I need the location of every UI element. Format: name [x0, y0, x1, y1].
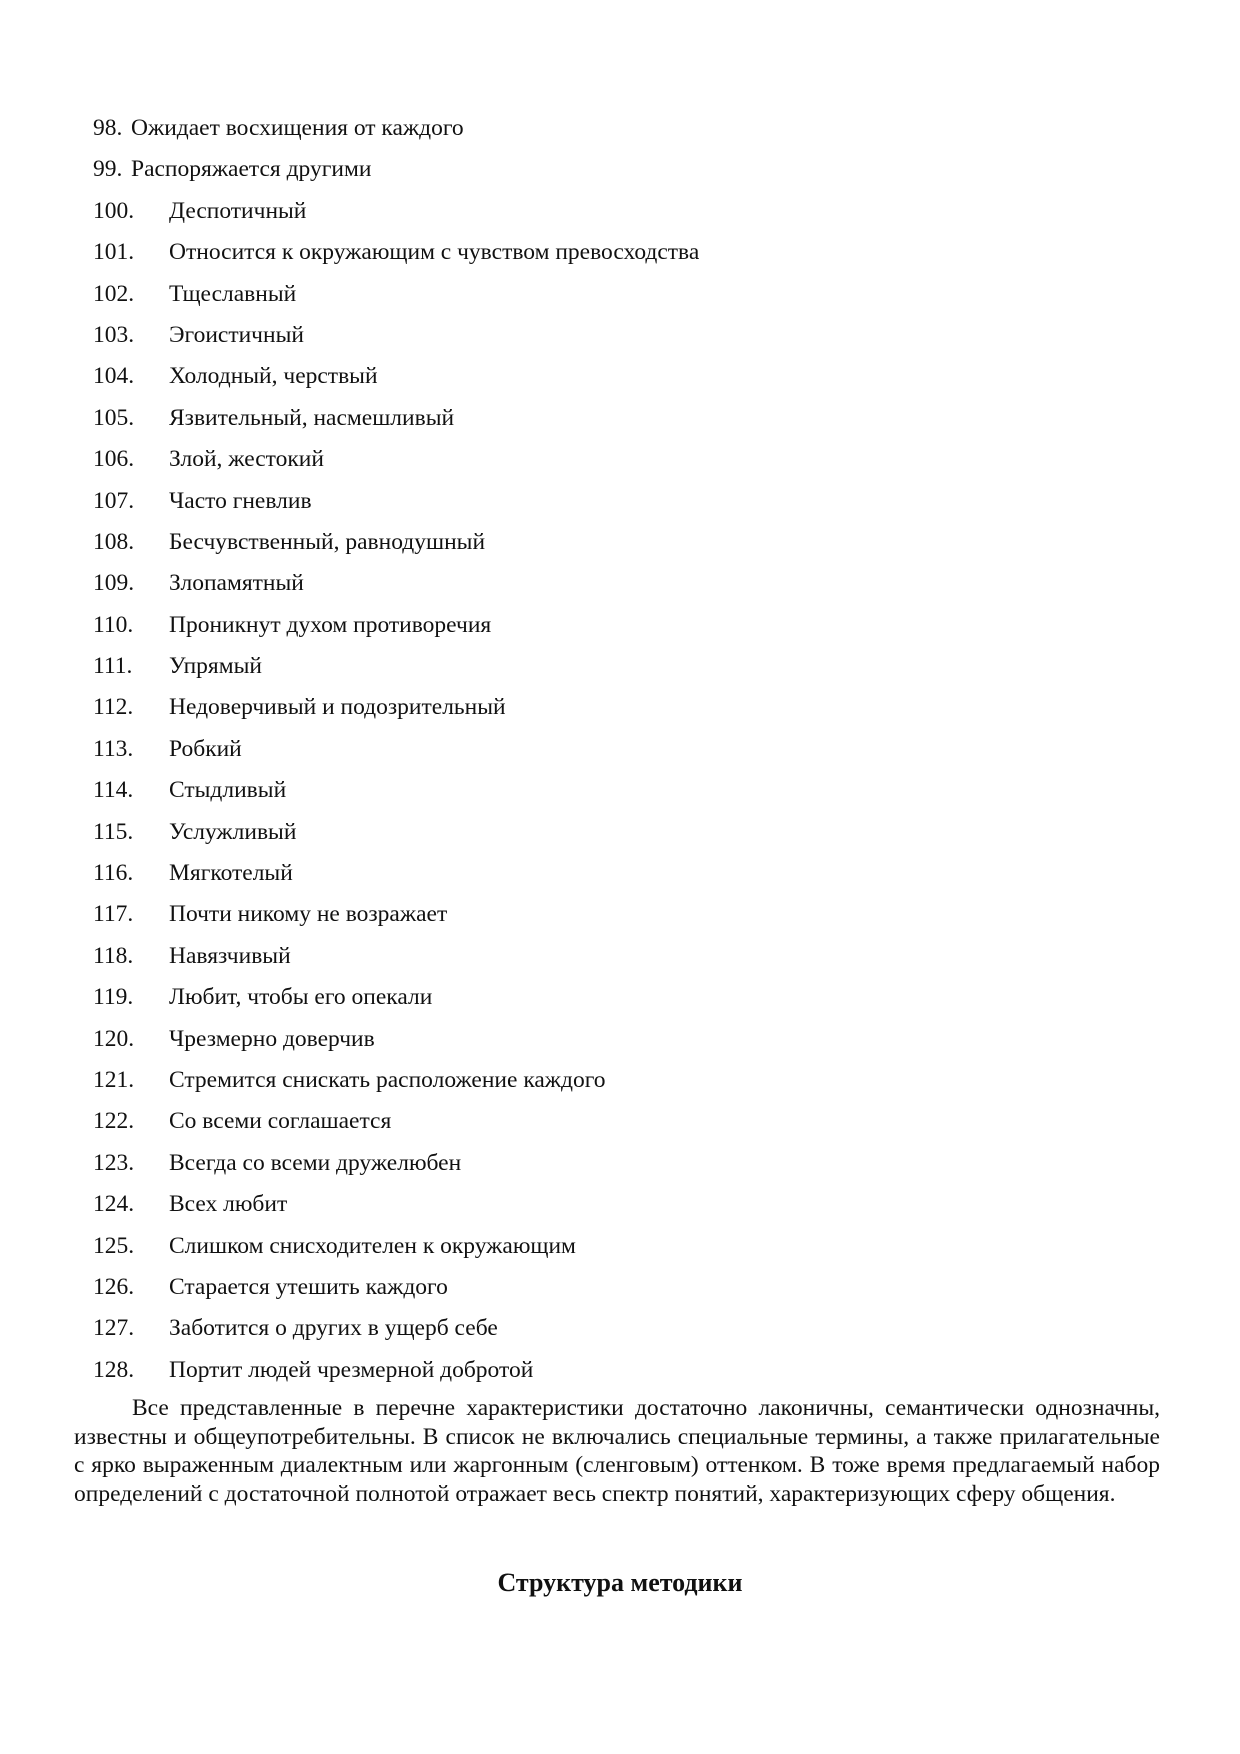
item-number: 106. — [93, 446, 135, 473]
list-item — [93, 1308, 1173, 1349]
item-number: 121. — [93, 1066, 135, 1093]
item-number: 113. — [93, 735, 134, 762]
item-text: Стремится снискать расположение каждого — [169, 1066, 606, 1093]
item-number: 105. — [93, 404, 135, 431]
item-number: 128. — [93, 1356, 135, 1383]
list-item — [93, 770, 1173, 811]
item-text: Ожидает восхищения от каждого — [131, 115, 464, 141]
item-text: Недоверчивый и подозрительный — [169, 694, 506, 721]
item-text: Портит людей чрезмерной добротой — [169, 1356, 534, 1383]
item-text: Робкий — [169, 735, 242, 762]
item-text: Распоряжается другими — [131, 156, 372, 183]
item-number: 116. — [93, 860, 134, 887]
item-text: Проникнут духом противоречия — [169, 611, 492, 638]
item-number: 122. — [93, 1108, 135, 1135]
item-text: Часто гневлив — [169, 487, 312, 514]
item-number: 98. — [93, 115, 123, 141]
list-item — [93, 1226, 1173, 1267]
item-text: Злой, жестокий — [169, 446, 324, 473]
item-text: Старается утешить каждого — [169, 1273, 448, 1300]
list-item — [93, 729, 1173, 770]
list-item — [93, 812, 1173, 853]
item-number: 112. — [93, 694, 134, 721]
list-item — [93, 522, 1173, 563]
list-item — [93, 315, 1173, 356]
list-item — [93, 853, 1173, 894]
list-item — [93, 108, 1173, 149]
list-item — [93, 1060, 1173, 1101]
list-item — [93, 687, 1173, 728]
item-number: 123. — [93, 1149, 135, 1176]
item-text: Упрямый — [169, 653, 262, 680]
item-number: 99. — [93, 156, 123, 183]
item-text: Мягкотелый — [169, 860, 293, 887]
item-text: Язвительный, насмешливый — [169, 404, 455, 431]
list-item — [93, 1143, 1173, 1184]
section-heading: Структура методики — [497, 1568, 743, 1597]
item-number: 115. — [93, 818, 134, 845]
item-text: Почти никому не возражает — [169, 901, 448, 928]
list-item — [93, 1267, 1173, 1308]
item-number: 126. — [93, 1273, 135, 1300]
list-item — [93, 563, 1173, 604]
item-text: Слишком снисходителен к окружающим — [169, 1232, 576, 1259]
list-item — [93, 894, 1173, 935]
item-text: Со всеми соглашается — [169, 1108, 392, 1135]
item-number: 118. — [93, 942, 134, 969]
item-text: Чрезмерно доверчив — [169, 1025, 375, 1052]
body-paragraph: Все представленные в перечне характеристики достаточно лаконичны, семантически однозначны, известны и общеупотребительны. В список не включались специальные термины, а также прилагательные с ярко выраженным диалектным или жаргонным (сленговым) оттенком. В тоже время предлагаемый набор определений с достаточной полнотой отражает весь спектр понятий, характеризующих сферу общения. — [74, 1395, 1160, 1507]
item-number: 103. — [93, 321, 135, 348]
item-number: 117. — [93, 901, 134, 928]
item-number: 100. — [93, 197, 135, 224]
item-text: Заботится о других в ущерб себе — [169, 1315, 498, 1342]
item-number: 125. — [93, 1232, 135, 1259]
item-text: Услужливый — [169, 818, 297, 845]
list-item — [93, 1019, 1173, 1060]
item-text: Холодный, черствый — [169, 363, 378, 390]
item-text: Бесчувственный, равнодушный — [169, 528, 486, 555]
item-text: Навязчивый — [169, 942, 291, 969]
list-item — [93, 1350, 1173, 1391]
list-item — [93, 232, 1173, 273]
item-text: Тщеславный — [169, 280, 297, 307]
item-text: Деспотичный — [169, 197, 307, 224]
item-text: Всегда со всеми дружелюбен — [169, 1149, 462, 1176]
item-number: 127. — [93, 1315, 135, 1342]
item-number: 110. — [93, 611, 134, 638]
list-item — [93, 646, 1173, 687]
list-item — [93, 439, 1173, 480]
item-text: Злопамятный — [169, 570, 304, 597]
item-number: 124. — [93, 1191, 135, 1218]
item-number: 101. — [93, 239, 135, 266]
item-text: Любит, чтобы его опекали — [169, 984, 433, 1011]
list-item — [93, 1101, 1173, 1142]
item-number: 104. — [93, 363, 135, 390]
list-item — [93, 481, 1173, 522]
list-item — [93, 149, 1173, 190]
item-number: 108. — [93, 528, 135, 555]
item-number: 102. — [93, 280, 135, 307]
list-item — [93, 1184, 1173, 1225]
item-text: Всех любит — [169, 1191, 288, 1218]
list-item — [93, 605, 1173, 646]
item-number: 120. — [93, 1025, 135, 1052]
list-item — [93, 274, 1173, 315]
item-number: 119. — [93, 984, 134, 1011]
trait-list — [93, 108, 1173, 1391]
item-number: 107. — [93, 487, 135, 514]
list-item — [93, 398, 1173, 439]
item-number: 109. — [93, 570, 135, 597]
item-text: Стыдливый — [169, 777, 287, 804]
item-text: Эгоистичный — [169, 321, 304, 348]
item-number: 111. — [93, 653, 133, 680]
list-item — [93, 936, 1173, 977]
item-text: Относится к окружающим с чувством превосходства — [169, 239, 700, 266]
list-item — [93, 191, 1173, 232]
item-number: 114. — [93, 777, 134, 804]
list-item — [93, 356, 1173, 397]
list-item — [93, 977, 1173, 1018]
